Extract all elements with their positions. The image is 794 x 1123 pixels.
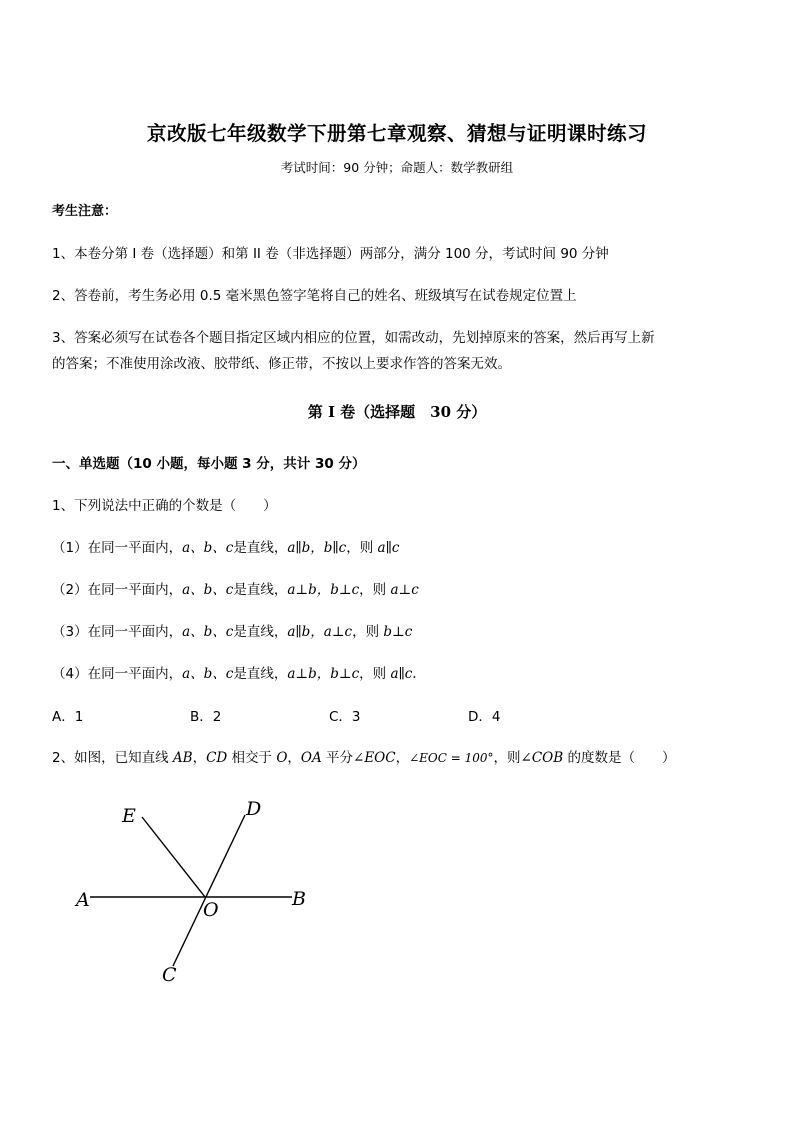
section-title: 第 I 卷（选择题 30 分） bbox=[307, 403, 487, 421]
label-o: O bbox=[203, 899, 219, 921]
ray-oe bbox=[142, 817, 205, 897]
label-e: E bbox=[122, 805, 136, 827]
q1-option-d[interactable]: D．4 bbox=[468, 709, 501, 725]
q1-statement-1: （1）在同一平面内，a、b、c是直线，a∥b，b∥c，则 a∥c bbox=[52, 540, 400, 556]
q1-option-a[interactable]: A．1 bbox=[52, 709, 84, 725]
notice-item-3: 3、答案必须写在试卷各个题目指定区域内相应的位置，如需改动，先划掉原来的答案，然后再写上新 bbox=[52, 330, 655, 346]
notice-item-3-cont: 的答案；不准使用涂改液、胶带纸、修正带，不按以上要求作答的答案无效。 bbox=[52, 356, 511, 372]
q1-option-c[interactable]: C．3 bbox=[329, 709, 361, 725]
notice-item-1: 1、本卷分第 I 卷（选择题）和第 II 卷（非选择题）两部分，满分 100 分，考试时间 90 分钟 bbox=[52, 246, 609, 262]
label-a: A bbox=[76, 889, 90, 911]
label-c: C bbox=[162, 964, 177, 986]
notice-item-2: 2、答卷前，考生务必用 0.5 毫米黑色签字笔将自己的姓名、班级填写在试卷规定位置上 bbox=[52, 288, 577, 304]
question-2-stem: 2、如图，已知直线 AB，CD 相交于 O，OA 平分∠EOC，∠EOC = 100°，则∠COB 的度数是（ ） bbox=[52, 750, 676, 766]
page-title: 京改版七年级数学下册第七章观察、猜想与证明课时练习 bbox=[146, 122, 647, 145]
geometry-figure bbox=[60, 788, 330, 998]
q1-statement-3: （3）在同一平面内，a、b、c是直线，a∥b，a⊥c，则 b⊥c bbox=[52, 624, 413, 640]
q1-statement-2: （2）在同一平面内，a、b、c是直线，a⊥b，b⊥c，则 a⊥c bbox=[52, 582, 419, 598]
exam-info: 考试时间：90 分钟；命题人：数学教研组 bbox=[280, 160, 514, 175]
notice-heading: 考生注意： bbox=[52, 204, 118, 219]
label-b: B bbox=[292, 888, 306, 910]
q1-statement-4: （4）在同一平面内，a、b、c是直线，a⊥b，b⊥c，则 a∥c. bbox=[52, 666, 417, 682]
line-cd bbox=[173, 815, 245, 966]
q1-option-b[interactable]: B．2 bbox=[190, 709, 222, 725]
question-1-stem: 1、下列说法中正确的个数是（ ） bbox=[52, 498, 277, 514]
part-heading: 一、单选题（10 小题，每小题 3 分，共计 30 分） bbox=[52, 456, 366, 472]
label-d: D bbox=[246, 798, 262, 820]
